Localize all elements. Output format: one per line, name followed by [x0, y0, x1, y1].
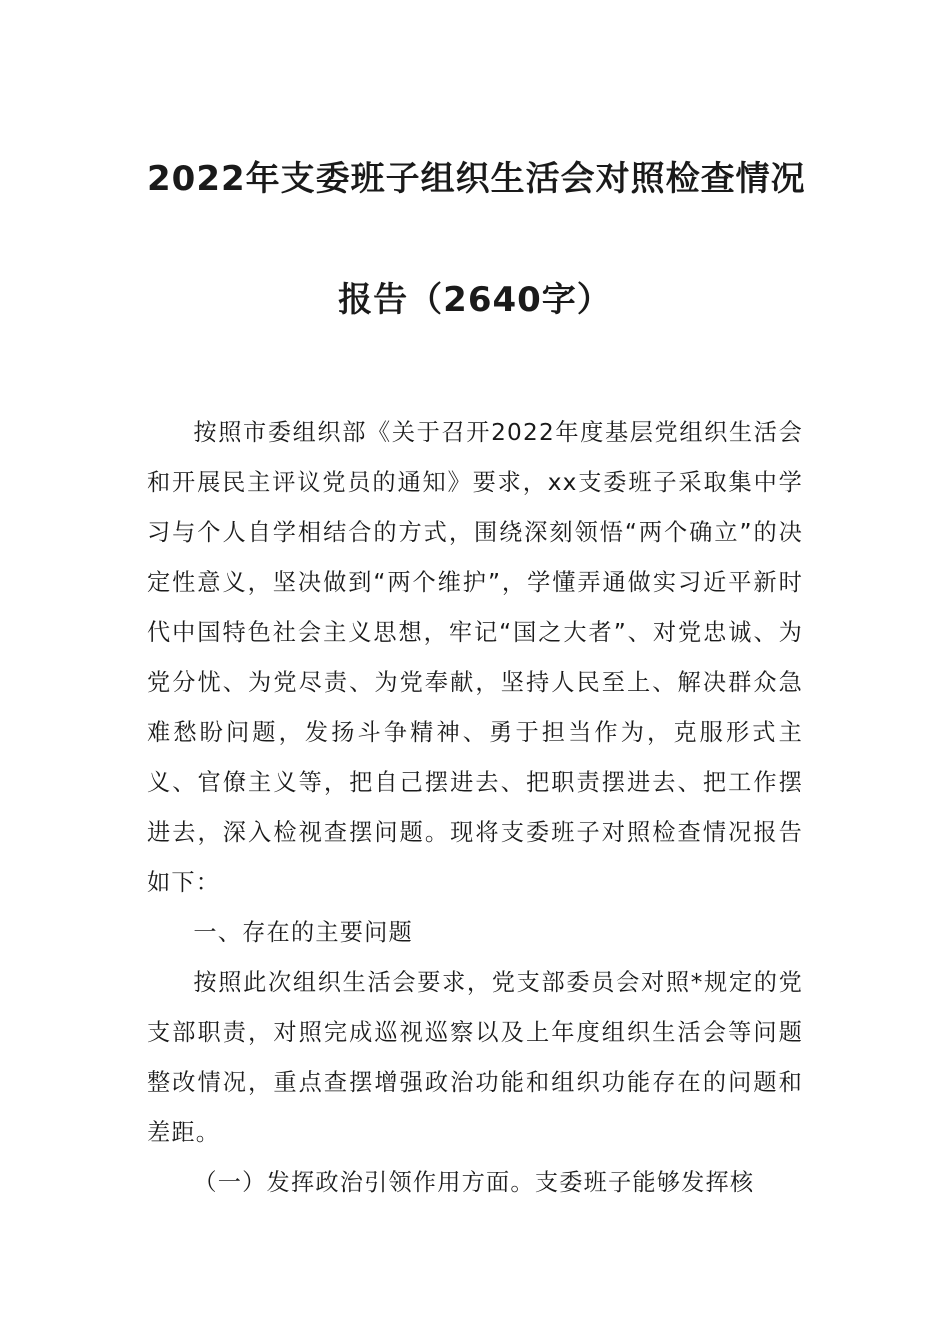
document-title-line-2: 报告（2640字）: [338, 280, 612, 320]
document-title-line-1: 2022年支委班子组织生活会对照检查情况: [147, 159, 806, 199]
section-paragraph: 按照此次组织生活会要求，党支部委员会对照*规定的党支部职责，对照完成巡视巡察以及上年度组织生活会等问题整改情况，重点查摆增强政治功能和组织功能存在的问题和差距。: [147, 969, 803, 1146]
subsection-paragraph: （一）发挥政治引领作用方面。支委班子能够发挥核: [193, 1169, 755, 1196]
section-heading: 一、存在的主要问题: [193, 919, 413, 946]
intro-paragraph: 按照市委组织部《关于召开2022年度基层党组织生活会和开展民主评议党员的通知》要求，xx支委班子采取集中学习与个人自学相结合的方式，围绕深刻领悟“两个确立”的决定性意义，坚决做到“两个维护”，学懂弄通做实习近平新时代中国特色社会主义思想，牢记“国之大者”、对党忠诚、为党分忧、为党尽责、为党奉献，坚持人民至上、解决群众急难愁盼问题，发扬斗争精神、勇于担当作为，克服形式主义、官僚主义等，把自己摆进去、把职责摆进去、把工作摆进去，深入检视查摆问题。现将支委班子对照检查情况报告如下：: [147, 419, 803, 896]
document-body: [147, 408, 803, 1208]
